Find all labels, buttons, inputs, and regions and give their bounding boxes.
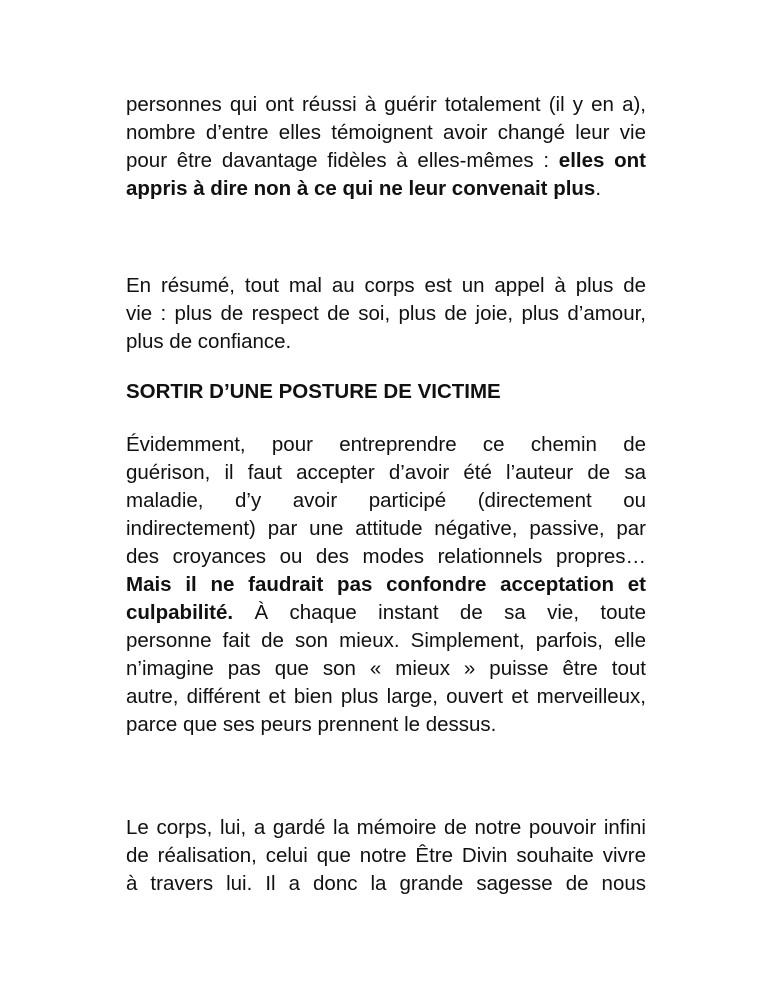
paragraph-healing-testimony	[126, 91, 646, 203]
bold-emphasis: appris à dire non à ce qui ne leur convenait plus	[126, 177, 596, 200]
text-line: autre, différent et bien plus large, ouvert et merveilleux,	[126, 685, 646, 708]
paragraph-summary	[126, 272, 646, 356]
text-line: plus de confiance.	[126, 330, 292, 353]
text-line: Le corps, lui, a gardé la mémoire de notre pouvoir infini	[126, 816, 646, 839]
text-line: Évidemment, pour entreprendre ce chemin de	[126, 433, 646, 456]
text-line: En résumé, tout mal au corps est un appel à plus de	[126, 274, 646, 297]
bold-emphasis: elles ont	[558, 149, 646, 172]
text-line: parce que ses peurs prennent le dessus.	[126, 713, 497, 736]
text-line: vie : plus de respect de soi, plus de joie, plus d’amour,	[126, 302, 646, 325]
text-line: n’imagine pas que son « mieux » puisse être tout	[126, 657, 646, 680]
text-line	[126, 599, 646, 627]
bold-emphasis: Mais il ne faudrait pas confondre acceptation et	[126, 573, 646, 596]
text-line	[126, 571, 646, 599]
text-line: personnes qui ont réussi à guérir totalement (il y en a),	[126, 93, 646, 116]
text-line: indirectement) par une attitude négative, passive, par	[126, 517, 646, 540]
text-line: personne fait de son mieux. Simplement, parfois, elle	[126, 629, 646, 652]
text-line: des croyances ou des modes relationnels propres…	[126, 545, 646, 568]
text-line: maladie, d’y avoir participé (directement ou	[126, 489, 646, 512]
text-segment: pour être davantage fidèles à elles-mêmes :	[126, 149, 559, 172]
section-heading: SORTIR D’UNE POSTURE DE VICTIME	[126, 380, 501, 403]
bold-emphasis: culpabilité.	[126, 601, 234, 624]
text-line: guérison, il faut accepter d’avoir été l’auteur de sa	[126, 461, 646, 484]
text-line: nombre d’entre elles témoignent avoir changé leur vie	[126, 121, 646, 144]
paragraph-body-memory	[126, 814, 646, 898]
text-line	[126, 175, 646, 203]
paragraph-acceptance	[126, 431, 646, 739]
text-line	[126, 147, 646, 175]
text-segment: À chaque instant de sa vie, toute	[233, 601, 646, 624]
text-line: à travers lui. Il a donc la grande sagesse de nous	[126, 872, 646, 895]
text-segment: .	[595, 177, 602, 200]
text-line: de réalisation, celui que notre Être Divin souhaite vivre	[126, 844, 646, 867]
